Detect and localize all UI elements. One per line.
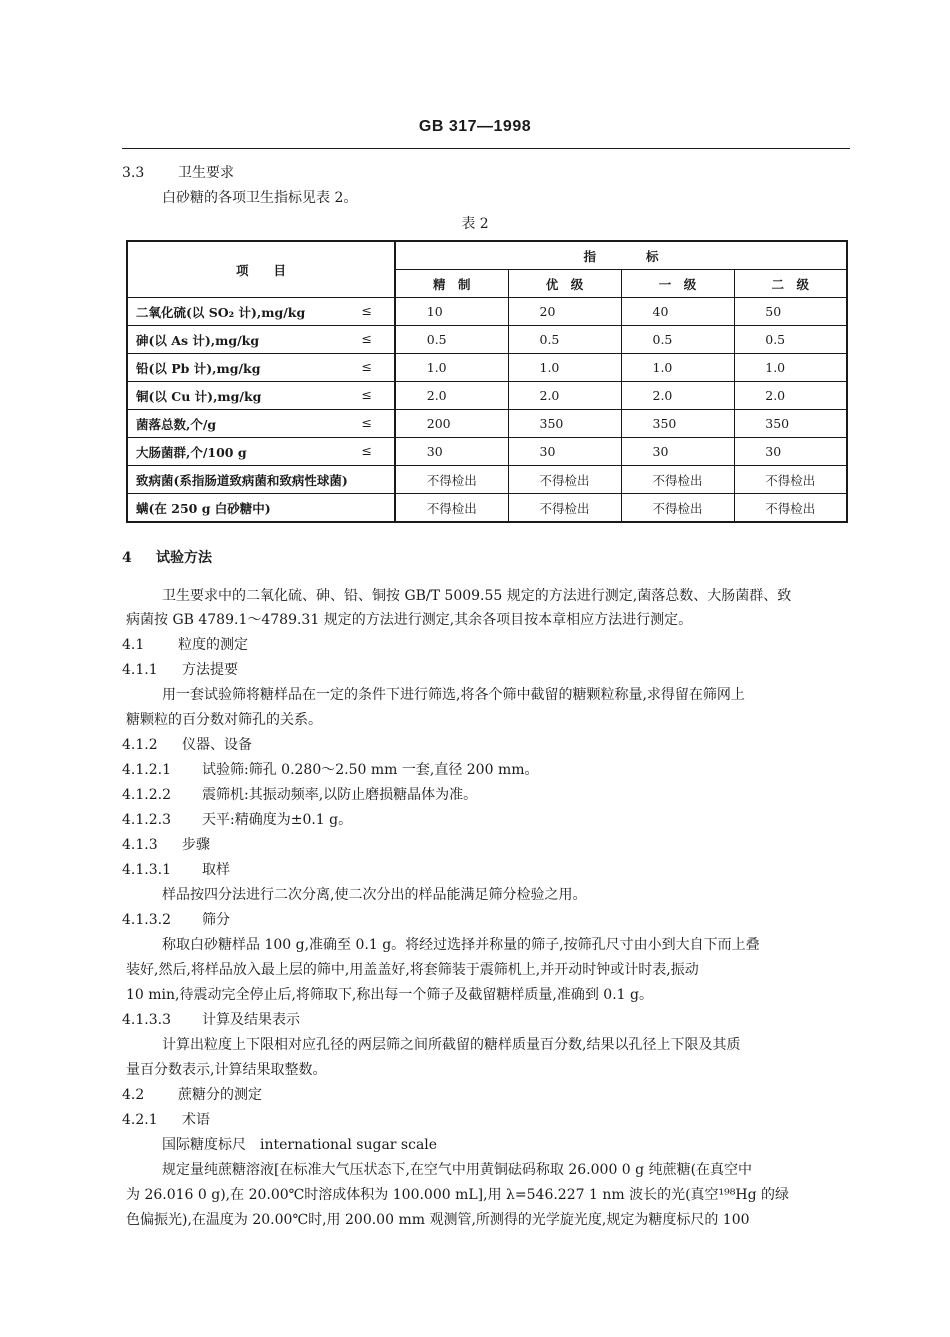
section-4-1-3-2-heading [122, 910, 230, 930]
table-cell: 不得检出 [765, 500, 816, 516]
section-title: 蔗糖分的测定 [178, 1087, 262, 1103]
paragraph-line: 量百分数表示,计算结果取整数。 [126, 1062, 327, 1078]
paragraph-line: 10 min,待震动完全停止后,将筛取下,称出每一个筛子及截留糖样质量,准确到 0.1 g。 [126, 987, 653, 1003]
row-label: 大肠菌群,个/100 g [136, 444, 247, 460]
table-cell: 不得检出 [539, 472, 590, 488]
section-number: 4.1 [122, 637, 145, 653]
section-4-1-2-3 [122, 810, 352, 830]
table-cell: 0.5 [652, 332, 673, 347]
table-cell: 不得检出 [539, 500, 590, 516]
table-cell: 2.0 [539, 388, 560, 403]
section-number: 4 [122, 550, 132, 566]
table-cell: 1.0 [652, 360, 673, 375]
row-label: 螨(在 250 g 白砂糖中) [136, 500, 271, 516]
section-4-heading [122, 548, 212, 568]
paragraph-line: 糖颗粒的百分数对筛孔的关系。 [126, 712, 322, 728]
paragraph-line: 卫生要求中的二氧化硫、砷、铅、铜按 GB/T 5009.55 规定的方法进行测定,菌落总数、大肠菌群、致 [162, 588, 792, 604]
table-cell: 不得检出 [652, 472, 703, 488]
less-equal-sign: ≤ [361, 415, 372, 430]
section-title: 粒度的测定 [178, 637, 248, 653]
section-title: 步骤 [182, 837, 210, 853]
table-cell: 30 [539, 444, 556, 459]
table-cell: 200 [426, 416, 451, 431]
table-cell: 30 [765, 444, 782, 459]
section-4-1-2-heading [122, 735, 252, 755]
section-title: 天平:精确度为±0.1 g。 [202, 812, 353, 828]
section-4-1-heading [122, 635, 248, 655]
section-4-1-3-heading [122, 835, 210, 855]
header-rule [122, 148, 850, 149]
section-title: 计算及结果表示 [202, 1012, 300, 1028]
section-title: 术语 [182, 1112, 210, 1128]
table-row [127, 466, 847, 494]
section-title: 取样 [202, 862, 230, 878]
table-cell: 350 [765, 416, 790, 431]
section-number: 4.1.2.1 [122, 762, 171, 778]
table-header-grade: 精 制 [395, 270, 508, 298]
paragraph-line: 病菌按 GB 4789.1～4789.31 规定的方法进行测定,其余各项目按本章相应方法进行测定。 [126, 612, 693, 628]
table-cell: 2.0 [765, 388, 786, 403]
row-label: 砷(以 As 计),mg/kg [136, 332, 260, 348]
section-title: 筛分 [202, 912, 230, 928]
section-3-3-intro: 白砂糖的各项卫生指标见表 2。 [162, 190, 358, 206]
table-cell: 10 [426, 304, 443, 319]
section-number: 4.1.3.2 [122, 912, 171, 928]
section-3-3-heading [122, 163, 234, 183]
table-header-item: 项 目 [127, 241, 395, 298]
table-cell: 1.0 [539, 360, 560, 375]
section-number: 4.2 [122, 1087, 145, 1103]
less-equal-sign: ≤ [361, 331, 372, 346]
hygiene-index-table [126, 240, 848, 523]
section-number: 4.1.2.3 [122, 812, 171, 828]
table-cell: 20 [539, 304, 556, 319]
less-equal-sign: ≤ [361, 443, 372, 458]
table-header-grade: 一 级 [621, 270, 734, 298]
section-number: 4.1.2 [122, 737, 158, 753]
paragraph-line: 色偏振光),在温度为 20.00℃时,用 200.00 mm 观测管,所测得的光学旋光度,规定为糖度标尺的 100 [126, 1212, 750, 1228]
section-number: 4.1.3 [122, 837, 158, 853]
table-cell: 0.5 [765, 332, 786, 347]
section-title: 试验方法 [156, 550, 212, 566]
table-cell: 2.0 [426, 388, 447, 403]
section-number: 4.1.3.3 [122, 1012, 171, 1028]
table-cell: 40 [652, 304, 669, 319]
paragraph-line: 称取白砂糖样品 100 g,准确至 0.1 g。将经过选择并称量的筛子,按筛孔尺寸由小到大自下而上叠 [162, 937, 760, 953]
row-label: 铜(以 Cu 计),mg/kg [136, 388, 262, 404]
less-equal-sign: ≤ [361, 359, 372, 374]
row-label: 致病菌(系指肠道致病菌和致病性球菌) [136, 472, 348, 488]
section-number: 4.1.1 [122, 662, 158, 678]
table-row [127, 494, 847, 523]
section-number: 4.2.1 [122, 1112, 158, 1128]
section-number: 3.3 [122, 165, 145, 181]
table-header-grade: 二 级 [734, 270, 847, 298]
table-row [127, 354, 847, 382]
row-label: 二氧化硫(以 SO₂ 计),mg/kg [136, 304, 306, 320]
table-row [127, 326, 847, 354]
term-entry: 国际糖度标尺 international sugar scale [162, 1137, 438, 1153]
section-title: 仪器、设备 [182, 737, 252, 753]
table-cell: 0.5 [426, 332, 447, 347]
table-cell: 50 [765, 304, 782, 319]
table-cell: 30 [652, 444, 669, 459]
table-cell: 不得检出 [652, 500, 703, 516]
table-cell: 2.0 [652, 388, 673, 403]
table-caption: 表 2 [461, 216, 489, 232]
table-cell: 1.0 [765, 360, 786, 375]
table-row [127, 298, 847, 326]
paragraph-line: 用一套试验筛将糖样品在一定的条件下进行筛选,将各个筛中截留的糖颗粒称量,求得留在筛网上 [162, 687, 745, 703]
section-4-2-heading [122, 1085, 262, 1105]
section-4-1-1-heading [122, 660, 238, 680]
page-header: GB 317—1998 [418, 118, 532, 135]
paragraph-line: 计算出粒度上下限相对应孔径的两层筛之间所截留的糖样质量百分数,结果以孔径上下限及其质 [162, 1037, 741, 1053]
section-number: 4.1.3.1 [122, 862, 171, 878]
paragraph-line: 装好,然后,将样品放入最上层的筛中,用盖盖好,将套筛装于震筛机上,并开动时钟或计时表,振动 [126, 962, 699, 978]
paragraph-line: 规定量纯蔗糖溶液[在标准大气压状态下,在空气中用黄铜砝码称取 26.000 0 g 纯蔗糖(在真空中 [162, 1162, 753, 1178]
section-4-1-2-2 [122, 785, 477, 805]
table-cell: 350 [539, 416, 564, 431]
section-title: 卫生要求 [178, 165, 234, 181]
table-cell: 不得检出 [765, 472, 816, 488]
less-equal-sign: ≤ [361, 387, 372, 402]
section-4-1-3-3-heading [122, 1010, 300, 1030]
paragraph-line: 为 26.016 0 g),在 20.00℃时溶成体积为 100.000 mL],用 λ=546.227 1 nm 波长的光(真空¹⁹⁸Hg 的绿 [126, 1187, 790, 1203]
table-cell: 30 [426, 444, 443, 459]
section-4-1-3-1-heading [122, 860, 230, 880]
table-row [127, 438, 847, 466]
table-row [127, 410, 847, 438]
row-label: 菌落总数,个/g [136, 416, 217, 432]
table-header-grade: 优 级 [508, 270, 621, 298]
paragraph-line: 样品按四分法进行二次分离,使二次分出的样品能满足筛分检验之用。 [162, 887, 587, 903]
table-cell: 不得检出 [426, 472, 477, 488]
section-number: 4.1.2.2 [122, 787, 171, 803]
section-title: 试验筛:筛孔 0.280～2.50 mm 一套,直径 200 mm。 [202, 762, 539, 778]
section-4-1-2-1 [122, 760, 539, 780]
table-header-index: 指 标 [395, 241, 847, 270]
section-title: 方法提要 [182, 662, 238, 678]
section-title: 震筛机:其振动频率,以防止磨损糖晶体为准。 [202, 787, 478, 803]
table-row [127, 382, 847, 410]
table-cell: 不得检出 [426, 500, 477, 516]
table-cell: 0.5 [539, 332, 560, 347]
table-cell: 1.0 [426, 360, 447, 375]
row-label: 铅(以 Pb 计),mg/kg [136, 360, 261, 376]
less-equal-sign: ≤ [361, 303, 372, 318]
section-4-2-1-heading [122, 1110, 210, 1130]
table-cell: 350 [652, 416, 677, 431]
